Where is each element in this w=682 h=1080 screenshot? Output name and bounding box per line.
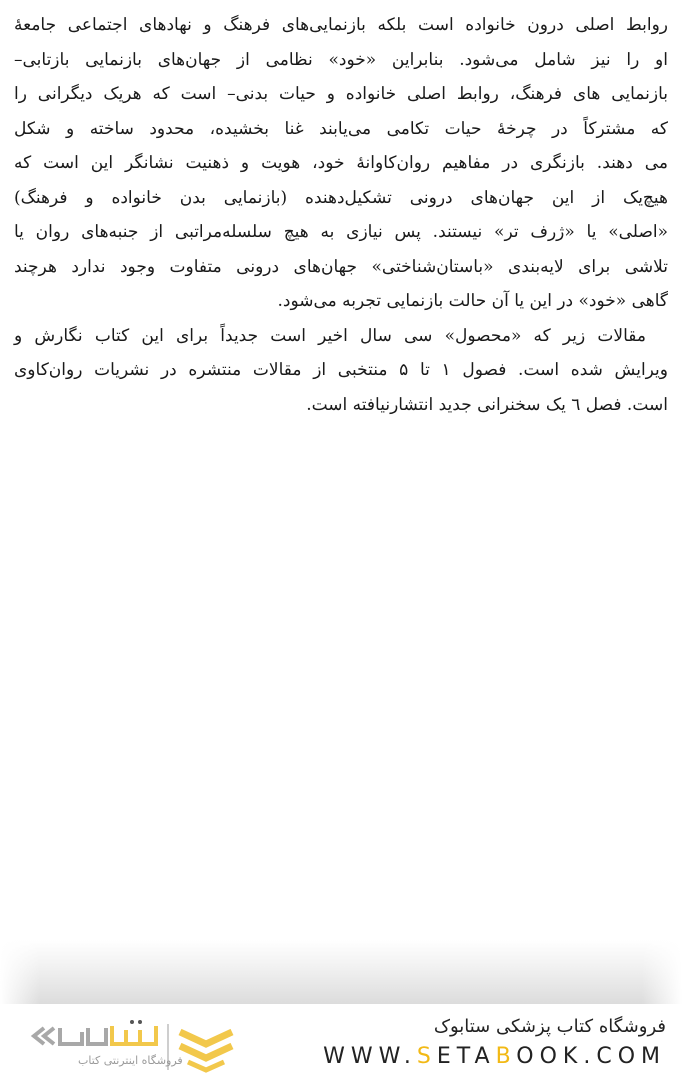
text-line: مقالات زیر که «محصول» سی سال اخیر است جدیداً برای این کتاب نگارش و	[14, 325, 646, 346]
text-line: او را نیز شامل می‌شود. بنابراین «خود» نظامی از جهان‌های بازنمایی بازتابی–	[14, 49, 668, 70]
logo-tagline: فروشگاه اینترنتی کتاب	[78, 1054, 183, 1067]
paragraph-2	[14, 319, 668, 423]
url-part: OOK.COM	[516, 1044, 666, 1069]
url-part: ETA	[436, 1044, 496, 1069]
text-line: «اصلی» یا «ژرف تر» نیستند. پس نیازی به هیچ سلسله‌مراتبی از جنبه‌های روان یا	[14, 222, 668, 242]
store-url[interactable]	[323, 1044, 666, 1069]
text-line: بازنمایی های فرهنگ، روابط اصلی خانواده و حیات بدنی– است که هریک دیگرانی را	[14, 84, 668, 104]
setabook-logo	[30, 1018, 262, 1074]
url-part-highlight: S	[416, 1044, 437, 1069]
text-line: ویرایش شده است. فصول ۱ تا ۵ منتخبی از مقالات منتشره در نشریات روان‌کاوی	[14, 360, 668, 380]
text-line: که مشترکاً در چرخهٔ حیات تکامی می‌یابند غنا بخشیده، محدود ساخته و شکل	[14, 118, 668, 139]
url-part: WWW.	[323, 1044, 417, 1069]
text-line: است. فصل ٦ یک سخنرانی جدید انتشارنیافته است.	[306, 394, 668, 415]
text-line: می دهند. بازنگری در مفاهیم روان‌کاوانهٔ خود، هویت و ذهنیت نشانگر این است که	[14, 153, 668, 173]
page-bottom-shadow	[0, 940, 682, 1004]
body-text	[14, 8, 668, 422]
setabook-banner	[0, 1004, 682, 1080]
text-line: تلاشی برای لایه‌بندی «باستان‌شناختی» جهان‌های درونی متفاوت وجود ندارد هرچند	[14, 256, 668, 277]
paragraph-1	[14, 8, 668, 319]
text-line: گاهی «خود» در این یا آن حالت بازنمایی تجربه می‌شود.	[277, 291, 668, 311]
text-line: هیچ‌یک از این جهان‌های درونی تشکیل‌دهنده (بازنمایی بدن خانواده و فرهنگ)	[14, 187, 668, 208]
store-name: فروشگاه کتاب پزشکی ستابوک	[433, 1016, 666, 1037]
text-line: روابط اصلی درون خانواده است بلکه بازنمایی‌های فرهنگ و نهادهای اجتماعی جامعهٔ	[14, 15, 668, 35]
url-part-highlight: B	[495, 1044, 517, 1069]
